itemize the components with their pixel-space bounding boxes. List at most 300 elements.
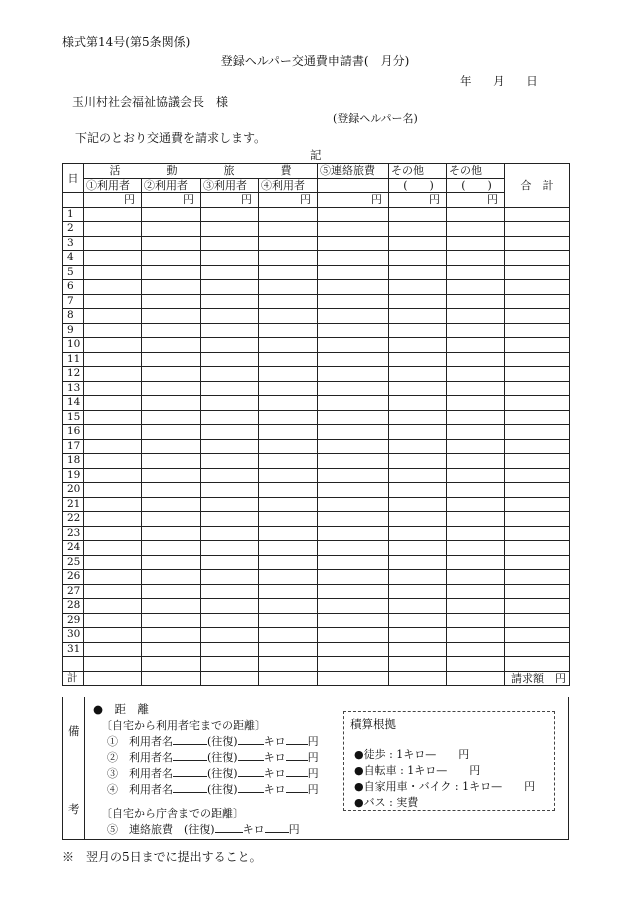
entry-cell[interactable] [505,425,570,440]
entry-cell[interactable] [84,222,142,237]
entry-cell[interactable] [318,468,389,483]
entry-cell[interactable] [389,570,447,585]
entry-cell[interactable] [201,613,259,628]
entry-cell[interactable] [389,497,447,512]
form-number: 様式第14号(第5条関係) [62,35,191,49]
entry-cell[interactable] [447,628,505,643]
entry-cell[interactable] [318,512,389,527]
entry-cell[interactable] [201,671,259,686]
entry-cell[interactable] [505,526,570,541]
remarks-label-bottom: 考 [68,802,80,816]
entry-cell[interactable] [447,352,505,367]
entry-cell[interactable] [201,468,259,483]
entry-cell[interactable] [447,599,505,614]
entry-cell[interactable] [259,613,318,628]
entry-cell[interactable] [318,207,389,222]
entry-cell[interactable] [84,251,142,266]
entry-cell[interactable] [505,410,570,425]
entry-cell[interactable] [259,439,318,454]
entry-cell[interactable] [201,236,259,251]
entry-cell[interactable] [447,323,505,338]
entry-cell[interactable] [505,541,570,556]
entry-cell[interactable] [84,323,142,338]
blank-underline[interactable] [173,734,207,745]
yen-unit-cell: 円 [259,193,318,208]
entry-cell[interactable] [389,599,447,614]
entry-cell[interactable] [505,613,570,628]
entry-cell[interactable] [505,323,570,338]
day-number: 27 [63,584,84,599]
entry-cell[interactable] [389,410,447,425]
entry-cell[interactable] [142,657,201,672]
blank-underline[interactable] [173,782,207,793]
entry-cell[interactable] [389,323,447,338]
entry-cell[interactable] [389,439,447,454]
entry-cell[interactable] [447,251,505,266]
entry-cell[interactable] [142,541,201,556]
yen-unit-cell: 円 [201,193,259,208]
entry-cell[interactable] [505,236,570,251]
entry-cell[interactable] [142,294,201,309]
entry-cell[interactable] [259,396,318,411]
entry-cell[interactable] [84,570,142,585]
entry-cell[interactable] [259,628,318,643]
entry-cell[interactable] [259,236,318,251]
entry-cell[interactable] [259,280,318,295]
entry-cell[interactable] [447,468,505,483]
entry-cell[interactable] [84,367,142,382]
entry-cell[interactable] [389,454,447,469]
entry-cell[interactable] [142,599,201,614]
entry-cell[interactable] [201,628,259,643]
entry-cell[interactable] [201,584,259,599]
entry-cell[interactable] [201,599,259,614]
entry-cell[interactable] [259,555,318,570]
entry-cell[interactable] [505,570,570,585]
entry-cell[interactable] [318,323,389,338]
entry-cell[interactable] [259,599,318,614]
entry-cell[interactable] [505,497,570,512]
blank-underline[interactable] [286,766,308,777]
entry-cell[interactable] [447,483,505,498]
entry-cell[interactable] [142,425,201,440]
contact-num: ⑤ [107,823,118,836]
yen-unit-cell: 円 [318,193,389,208]
entry-cell[interactable] [142,222,201,237]
entry-cell[interactable] [201,570,259,585]
entry-cell[interactable] [84,599,142,614]
other1-header: その他 [389,164,447,179]
entry-cell[interactable] [505,599,570,614]
entry-cell[interactable] [505,657,570,672]
entry-cell[interactable] [259,497,318,512]
entry-cell[interactable] [389,425,447,440]
entry-cell[interactable] [142,555,201,570]
entry-cell[interactable] [259,425,318,440]
entry-cell[interactable] [318,280,389,295]
entry-cell[interactable] [84,352,142,367]
entry-cell[interactable] [389,613,447,628]
entry-cell[interactable] [389,309,447,324]
blank-underline[interactable] [238,734,264,745]
entry-cell[interactable] [201,280,259,295]
entry-cell[interactable] [201,396,259,411]
entry-cell[interactable] [505,222,570,237]
entry-cell[interactable] [142,497,201,512]
table-row [63,671,570,686]
entry-cell[interactable] [447,439,505,454]
entry-cell[interactable] [84,280,142,295]
entry-cell[interactable] [505,338,570,353]
entry-cell[interactable] [505,555,570,570]
entry-cell[interactable] [505,381,570,396]
entry-cell[interactable] [318,222,389,237]
entry-cell[interactable] [505,584,570,599]
entry-cell[interactable] [447,410,505,425]
entry-cell[interactable] [447,338,505,353]
entry-cell[interactable] [201,512,259,527]
entry-cell[interactable] [505,628,570,643]
entry-cell[interactable] [447,512,505,527]
entry-cell[interactable] [389,294,447,309]
entry-cell[interactable] [84,512,142,527]
entry-cell[interactable] [318,439,389,454]
entry-cell[interactable] [142,367,201,382]
entry-cell[interactable] [201,439,259,454]
entry-cell[interactable] [84,265,142,280]
entry-cell[interactable] [389,251,447,266]
entry-cell[interactable] [84,410,142,425]
user-line-num: ③ [107,767,118,780]
entry-cell[interactable] [318,265,389,280]
entry-cell[interactable] [201,381,259,396]
entry-cell[interactable] [447,396,505,411]
entry-cell[interactable] [389,280,447,295]
entry-cell[interactable] [142,207,201,222]
entry-cell[interactable] [142,526,201,541]
entry-cell[interactable] [201,265,259,280]
entry-cell[interactable] [447,555,505,570]
entry-cell[interactable] [201,497,259,512]
entry-cell[interactable] [505,512,570,527]
entry-cell[interactable] [84,381,142,396]
entry-cell[interactable] [318,236,389,251]
entry-cell[interactable] [389,483,447,498]
entry-cell[interactable] [259,541,318,556]
entry-cell[interactable] [142,642,201,657]
entry-cell[interactable] [84,497,142,512]
entry-cell[interactable] [84,309,142,324]
entry-cell[interactable] [84,454,142,469]
entry-cell[interactable] [447,236,505,251]
entry-cell[interactable] [259,671,318,686]
entry-cell[interactable] [505,468,570,483]
entry-cell[interactable] [318,497,389,512]
entry-cell[interactable] [84,483,142,498]
entry-cell[interactable] [447,265,505,280]
entry-cell[interactable] [318,613,389,628]
entry-cell[interactable] [505,207,570,222]
entry-cell[interactable] [84,294,142,309]
blank-underline[interactable] [173,766,207,777]
entry-cell[interactable] [84,642,142,657]
entry-cell[interactable] [84,236,142,251]
user-line-km: キロ [263,783,286,796]
day-number: 23 [63,526,84,541]
entry-cell[interactable] [447,570,505,585]
entry-cell[interactable] [318,294,389,309]
activity-char-3: 旅 [223,164,235,178]
entry-cell[interactable] [201,425,259,440]
entry-cell[interactable] [447,584,505,599]
entry-cell[interactable] [84,584,142,599]
entry-cell[interactable] [201,251,259,266]
entry-cell[interactable] [318,381,389,396]
entry-cell[interactable] [259,468,318,483]
entry-cell[interactable] [389,541,447,556]
entry-cell[interactable] [142,468,201,483]
entry-cell[interactable] [142,454,201,469]
entry-cell[interactable] [318,642,389,657]
entry-cell[interactable] [389,642,447,657]
entry-cell[interactable] [318,541,389,556]
entry-cell[interactable] [259,265,318,280]
entry-cell[interactable] [318,251,389,266]
table-row [63,251,570,266]
entry-cell[interactable] [259,454,318,469]
entry-cell[interactable] [447,280,505,295]
entry-cell[interactable] [389,352,447,367]
entry-cell[interactable] [142,309,201,324]
entry-cell[interactable] [447,497,505,512]
entry-cell[interactable] [318,396,389,411]
entry-cell[interactable] [142,280,201,295]
user-line-yen: 円 [307,751,319,764]
entry-cell[interactable] [142,570,201,585]
entry-cell[interactable] [84,439,142,454]
entry-cell[interactable] [84,425,142,440]
entry-cell[interactable] [201,367,259,382]
entry-cell[interactable] [318,584,389,599]
entry-cell[interactable] [318,410,389,425]
day-number: 31 [63,642,84,657]
entry-cell[interactable] [201,309,259,324]
entry-cell[interactable] [389,628,447,643]
entry-cell[interactable] [318,555,389,570]
entry-cell[interactable] [318,367,389,382]
entry-cell[interactable] [389,367,447,382]
entry-cell[interactable] [84,468,142,483]
entry-cell[interactable] [201,526,259,541]
entry-cell[interactable] [142,613,201,628]
entry-cell[interactable] [201,483,259,498]
entry-cell[interactable] [318,671,389,686]
entry-cell[interactable] [447,526,505,541]
entry-cell[interactable] [389,555,447,570]
entry-cell[interactable] [259,294,318,309]
entry-cell[interactable] [259,367,318,382]
entry-cell[interactable] [318,628,389,643]
entry-cell[interactable] [259,512,318,527]
entry-cell[interactable] [505,280,570,295]
entry-cell[interactable] [505,265,570,280]
entry-cell[interactable] [447,294,505,309]
entry-cell[interactable] [201,338,259,353]
entry-cell[interactable] [142,439,201,454]
entry-cell[interactable] [84,671,142,686]
yen-unit-cell: 円 [389,193,447,208]
user-line-km: キロ [263,751,286,764]
entry-cell[interactable] [318,483,389,498]
entry-cell[interactable] [259,323,318,338]
home-to-user-heading: 〔自宅から利用者宅までの距離〕 [101,719,266,732]
entry-cell[interactable] [505,251,570,266]
entry-cell[interactable] [201,555,259,570]
entry-cell[interactable] [318,309,389,324]
entry-cell[interactable] [318,657,389,672]
entry-cell[interactable] [201,352,259,367]
entry-cell[interactable] [201,410,259,425]
entry-cell[interactable] [142,410,201,425]
blank-underline[interactable] [286,782,308,793]
blank-underline[interactable] [286,734,308,745]
claim-amount-label: 請求額 円 [505,671,570,686]
blank-underline[interactable] [238,782,264,793]
entry-cell[interactable] [84,338,142,353]
entry-cell[interactable] [259,338,318,353]
blank-underline[interactable] [173,750,207,761]
entry-cell[interactable] [389,265,447,280]
entry-cell[interactable] [447,207,505,222]
entry-cell[interactable] [259,251,318,266]
entry-cell[interactable] [505,309,570,324]
entry-cell[interactable] [259,352,318,367]
entry-cell[interactable] [201,642,259,657]
entry-cell[interactable] [84,526,142,541]
entry-cell[interactable] [84,207,142,222]
entry-cell[interactable] [259,222,318,237]
date-line: 年 月 日 [460,74,538,88]
entry-cell[interactable] [318,338,389,353]
calc-bus: ●バス : 実費 [354,796,419,809]
entry-cell[interactable] [259,526,318,541]
entry-cell[interactable] [505,294,570,309]
entry-cell[interactable] [447,309,505,324]
entry-cell[interactable] [259,657,318,672]
entry-cell[interactable] [505,483,570,498]
entry-cell[interactable] [447,541,505,556]
entry-cell[interactable] [142,483,201,498]
entry-cell[interactable] [318,599,389,614]
entry-cell[interactable] [142,338,201,353]
entry-cell[interactable] [201,222,259,237]
entry-cell[interactable] [84,628,142,643]
entry-cell[interactable] [447,642,505,657]
entry-cell[interactable] [259,410,318,425]
home-to-office-heading: 〔自宅から庁舎までの距離〕 [101,807,244,820]
entry-cell[interactable] [389,396,447,411]
entry-cell[interactable] [447,613,505,628]
entry-cell[interactable] [447,657,505,672]
entry-cell[interactable] [259,309,318,324]
entry-cell[interactable] [201,207,259,222]
entry-cell[interactable] [84,613,142,628]
entry-cell[interactable] [447,454,505,469]
entry-cell[interactable] [389,207,447,222]
entry-cell[interactable] [447,671,505,686]
entry-cell[interactable] [201,454,259,469]
entry-cell[interactable] [505,352,570,367]
entry-cell[interactable] [389,584,447,599]
entry-cell[interactable] [505,642,570,657]
entry-cell[interactable] [389,338,447,353]
entry-cell[interactable] [142,396,201,411]
blank-underline[interactable] [238,750,264,761]
blank-row-label [63,657,84,672]
entry-cell[interactable] [259,642,318,657]
entry-cell[interactable] [389,222,447,237]
entry-cell[interactable] [84,555,142,570]
entry-cell[interactable] [201,541,259,556]
entry-cell[interactable] [389,381,447,396]
entry-cell[interactable] [201,323,259,338]
entry-cell[interactable] [201,657,259,672]
entry-cell[interactable] [201,294,259,309]
entry-cell[interactable] [259,381,318,396]
entry-cell[interactable] [142,265,201,280]
entry-cell[interactable] [142,323,201,338]
entry-cell[interactable] [318,352,389,367]
entry-cell[interactable] [389,512,447,527]
entry-cell[interactable] [447,425,505,440]
entry-cell[interactable] [142,512,201,527]
entry-cell[interactable] [447,367,505,382]
entry-cell[interactable] [318,454,389,469]
entry-cell[interactable] [389,236,447,251]
blank-underline[interactable] [286,750,308,761]
entry-cell[interactable] [259,207,318,222]
entry-cell[interactable] [142,671,201,686]
entry-cell[interactable] [318,526,389,541]
entry-cell[interactable] [389,657,447,672]
entry-cell[interactable] [389,671,447,686]
entry-cell[interactable] [447,222,505,237]
entry-cell[interactable] [142,584,201,599]
entry-cell[interactable] [142,251,201,266]
entry-cell[interactable] [259,584,318,599]
entry-cell[interactable] [84,396,142,411]
entry-cell[interactable] [505,367,570,382]
entry-cell[interactable] [318,570,389,585]
entry-cell[interactable] [389,468,447,483]
entry-cell[interactable] [142,236,201,251]
entry-cell[interactable] [84,541,142,556]
entry-cell[interactable] [505,454,570,469]
table-row [63,207,570,222]
entry-cell[interactable] [142,352,201,367]
entry-cell[interactable] [84,657,142,672]
entry-cell[interactable] [259,570,318,585]
entry-cell[interactable] [505,439,570,454]
entry-cell[interactable] [142,628,201,643]
entry-cell[interactable] [259,483,318,498]
entry-cell[interactable] [447,381,505,396]
entry-cell[interactable] [318,425,389,440]
blank-underline[interactable] [238,766,264,777]
entry-cell[interactable] [389,526,447,541]
entry-cell[interactable] [142,381,201,396]
entry-cell[interactable] [505,396,570,411]
